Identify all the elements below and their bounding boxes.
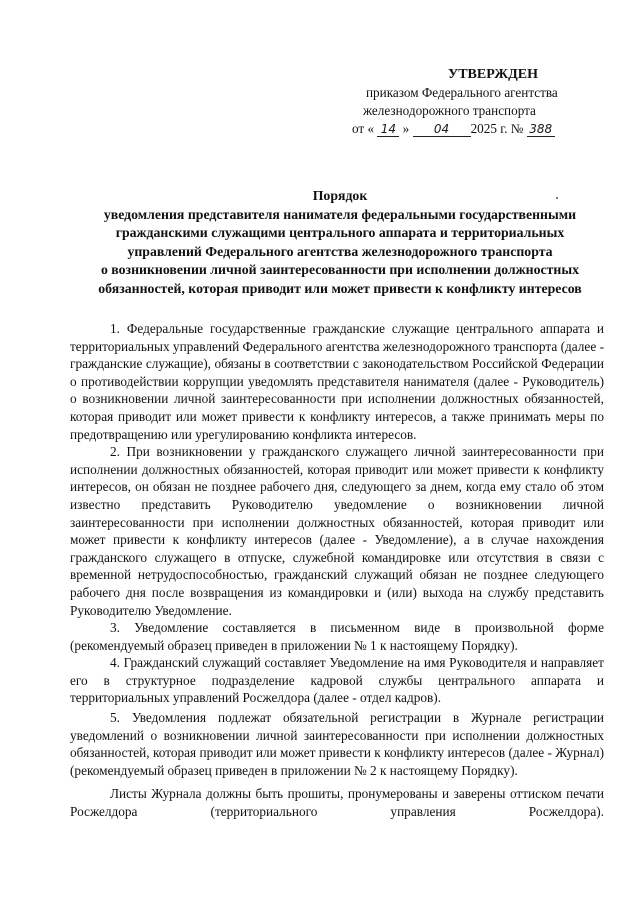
date-year: 2025 г. № [470, 121, 524, 136]
approval-heading: УТВЕРЖДЕН [447, 67, 538, 82]
order-number-handwritten: 388 [527, 123, 555, 137]
paragraph-2: 2. При возникновении у гражданского служащего личной заинтересованности при исполнении должностных обязанностей, которая приводит или может привести к конфликту интересов, он обязан не позднее рабочего дня, следующего за днем, когда ему стало об этом известно представить Руководителю уведомление о возникновении личной заинтересованности при исполнении должностных обязанностей, которая приводит или может привести к конфликту интересов (далее - Уведомление), а в случае нахождения гражданского служащего в отпуске, служебной командировке или отсутствия в связи с временной нетрудоспособностью, гражданский служащий обязан не позднее следующего рабочего дня после возвращения из командировки и (или) выхода на службу представить Руководителю Уведомление. [70, 444, 604, 618]
paragraph-1: 1. Федеральные государственные гражданские служащие центрального аппарата и территориальных управлений Федерального агентства железнодорожного транспорта (далее - гражданские служащие), обязаны в соответствии с законодательством Российской Федерации о противодействии коррупции уведомлять представителя нанимателя (далее - Руководитель) о возникновении личной заинтересованности при исполнении должностных обязанностей, которая приводит или может привести к конфликту интересов, а также принимать меры по предотвращению или урегулированию конфликта интересов. [70, 321, 604, 442]
title-line: уведомления представителя нанимателя федеральными государственными [103, 206, 577, 222]
date-prefix: от « [352, 121, 375, 136]
date-month-handwritten: 04 [413, 123, 471, 137]
document-title [70, 187, 610, 298]
title-line: о возникновении личной заинтересованности при исполнении должностных [100, 262, 580, 277]
date-day-handwritten: 14 [377, 123, 399, 137]
paragraph-5: 5. Уведомления подлежат обязательной регистрации в Журнале регистрации уведомлений о возникновении личной заинтересованности при исполнении должностных обязанностей, которая приводит или может привести к конфликту интересов (далее - Журнал) (рекомендуемый образец приведен в приложении № 2 к настоящему Порядку). [70, 710, 604, 778]
date-mid: » [402, 121, 410, 136]
approval-order-line: приказом Федерального агентства [366, 85, 558, 100]
approval-agency-line: железнодорожного транспорта [363, 103, 536, 118]
title-line: Порядок [312, 188, 368, 203]
document-body [70, 320, 604, 821]
title-line: управлений Федерального агентства железнодорожного транспорта [127, 243, 553, 259]
title-line: гражданскими служащими центрального аппарата и территориальных [115, 225, 565, 240]
approval-date-line [352, 120, 602, 138]
title-line: обязанностей, которая приводит или может привести к конфликту интересов [98, 280, 582, 296]
paragraph-3: 3. Уведомление составляется в письменном виде в произвольной форме (рекомендуемый образец приведен в приложении № 1 к настоящему Порядку). [70, 620, 604, 653]
paragraph-4: 4. Гражданский служащий составляет Уведомление на имя Руководителя и направляет его в структурное подразделение кадровой службы центрального аппарата и территориальных управлений Росжелдора (далее - отдел кадров). [70, 655, 604, 706]
approval-block [352, 66, 602, 138]
paragraph-journal-sheets: Листы Журнала должны быть прошиты, пронумерованы и заверены оттиском печати Росжелдора (территориального управления Росжелдора). [70, 786, 604, 820]
